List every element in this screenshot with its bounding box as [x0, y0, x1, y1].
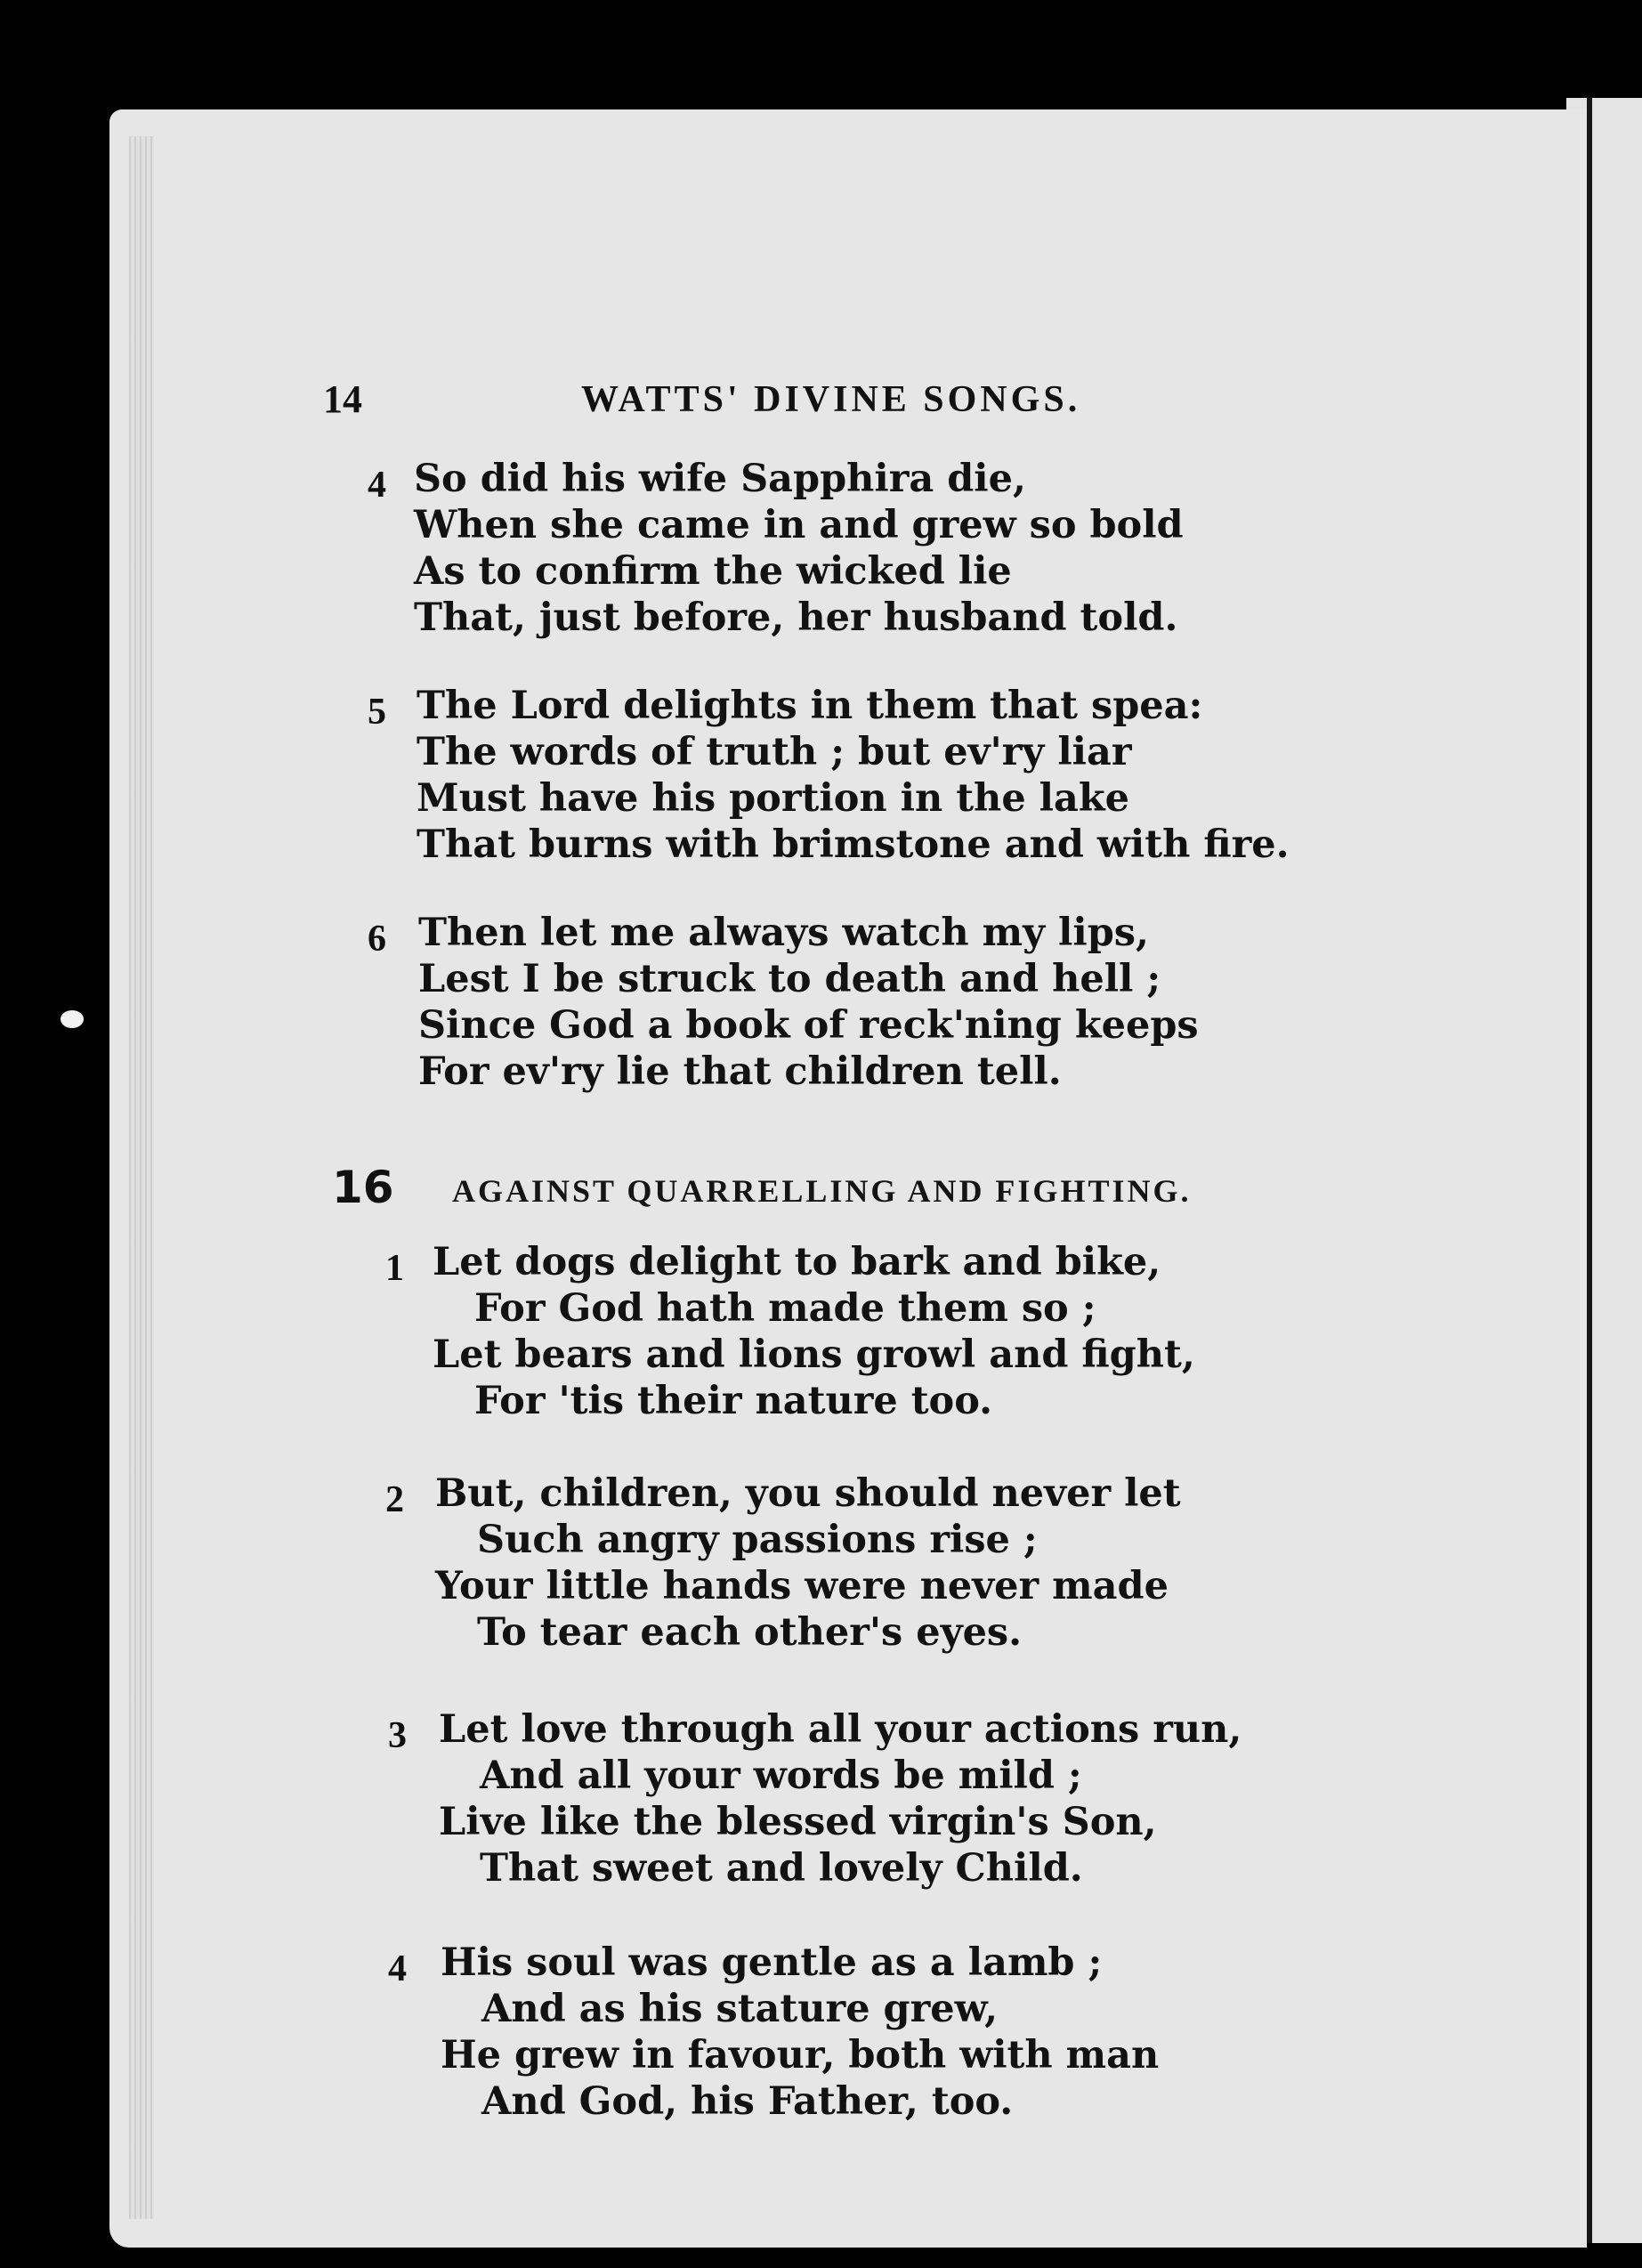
verse-line: As to confirm the wicked lie	[414, 549, 1012, 594]
hymn-heading	[109, 1162, 1587, 1215]
running-head	[109, 377, 1587, 430]
stanza-number: 2	[385, 1479, 404, 1520]
verse-line: Must have his portion in the lake	[417, 776, 1130, 821]
verse-line: The words of truth ; but ev'ry liar	[417, 730, 1132, 774]
gutter-rule	[1587, 98, 1592, 2243]
verse-line: And all your words be mild ;	[480, 1754, 1082, 1798]
verse-line: Live like the blessed virgin's Son,	[439, 1800, 1157, 1844]
verse-line: For ev'ry lie that children tell.	[418, 1049, 1062, 1094]
stanza-number: 4	[388, 1948, 407, 1989]
hymn-number: 16	[332, 1162, 394, 1213]
verse-line: His soul was gentle as a lamb ;	[441, 1940, 1103, 1985]
stanza-number: 5	[368, 692, 386, 733]
verse-line: That sweet and lovely Child.	[480, 1846, 1083, 1891]
stanza-number: 3	[388, 1715, 407, 1756]
stanza-number: 4	[368, 465, 386, 506]
verse-line: And God, his Father, too.	[481, 2079, 1014, 2124]
verse-line: That, just before, her husband told.	[414, 595, 1178, 640]
verse-line: Let dogs delight to bark and bike,	[433, 1240, 1161, 1284]
book-page	[109, 109, 1587, 2248]
hymn-title: AGAINST QUARRELLING AND FIGHTING.	[452, 1173, 1192, 1209]
scan-smudge	[61, 1010, 84, 1028]
verse-line: So did his wife Sapphira die,	[414, 457, 1026, 501]
verse-line: When she came in and grew so bold	[414, 503, 1184, 547]
verse-line: For 'tis their nature too.	[474, 1379, 993, 1423]
stanza-number: 6	[368, 919, 386, 960]
verse-line: For God hath made them so ;	[474, 1286, 1096, 1331]
verse-line: Then let me always watch my lips,	[418, 911, 1149, 955]
verse-line: Let bears and lions growl and fight,	[433, 1332, 1195, 1377]
verse-line: Your little hands were never made	[435, 1564, 1169, 1608]
verse-line: The Lord delights in them that spea:	[417, 684, 1203, 728]
verse-line: Such angry passions rise ;	[477, 1518, 1038, 1562]
verse-line: Lest I be struck to death and hell ;	[418, 957, 1161, 1001]
verse-line: He grew in favour, both with man	[441, 2033, 1160, 2078]
verse-line: That burns with brimstone and with fire.	[417, 822, 1290, 867]
stanza-number: 1	[385, 1248, 404, 1289]
verse-line: But, children, you should never let	[435, 1471, 1181, 1516]
page-number: 14	[323, 377, 362, 421]
book-title: WATTS' DIVINE SONGS.	[581, 379, 1081, 420]
verse-line: To tear each other's eyes.	[477, 1610, 1023, 1655]
verse-line: Since God a book of reck'ning keeps	[418, 1003, 1199, 1048]
verse-line: Let love through all your actions run,	[439, 1707, 1242, 1752]
verse-line: And as his stature grew,	[481, 1987, 999, 2031]
